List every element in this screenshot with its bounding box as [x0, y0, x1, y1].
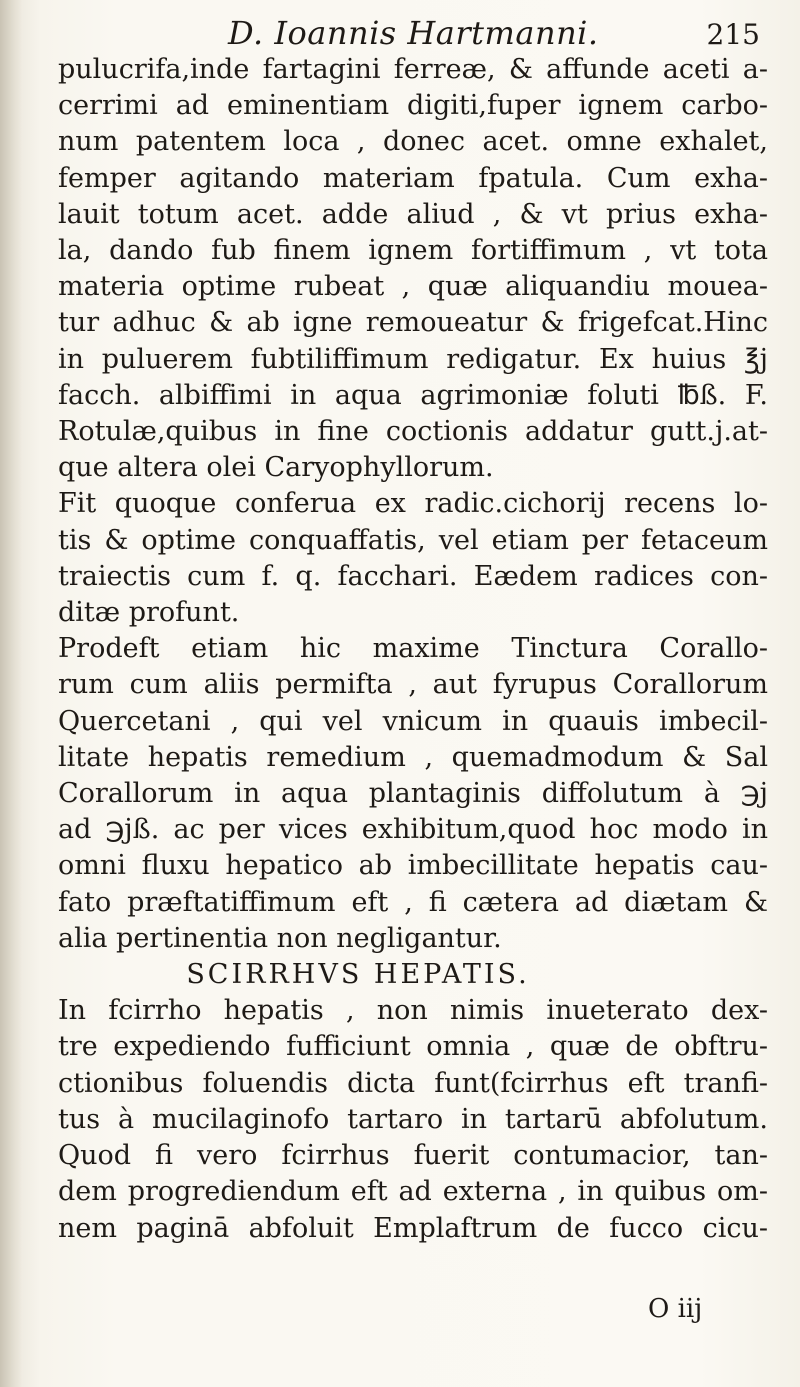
text-line: pulucrifa,inde fartagini ferreæ, & affunde aceti a-: [58, 54, 768, 85]
text-line: tus à mucilaginofo tartaro in tartarū abfolutum.: [58, 1103, 768, 1135]
text-line: tre expediendo fufficiunt omnia , quæ de obftru-: [58, 1031, 768, 1063]
page-header: [200, 14, 760, 54]
text-line: Prodeft etiam hic maxime Tinctura Corallo-: [58, 633, 768, 665]
text-line: ad ℈jß. ac per vices exhibitum,quod hoc modo in: [58, 814, 768, 846]
text-line: Rotulæ,quibus in fine coctionis addatur gutt.j.at-: [58, 416, 768, 448]
text-line: traiectis cum f. q. facchari. Eædem radices con-: [58, 560, 768, 592]
text-line: Quod fi vero fcirrhus fuerit contumacior, tan-: [58, 1140, 768, 1172]
page-gutter-shadow: [0, 0, 22, 1387]
text-line: ditæ profunt.: [58, 597, 240, 629]
text-line: materia optime rubeat , quæ aliquandiu mouea-: [58, 271, 768, 303]
text-line: In fcirrho hepatis , non nimis inueterato dex-: [58, 995, 768, 1027]
text-line: Fit quoque conferua ex radic.cichorij recens lo-: [58, 488, 768, 520]
signature-mark: O iij: [648, 1294, 703, 1324]
text-line: nem paginā abfoluit Emplaftrum de fucco cicu-: [58, 1212, 768, 1244]
text-line: alia pertinentia non negligantur.: [58, 922, 502, 954]
text-line: fato præftatiffimum eft , fi cætera ad diætam &: [58, 886, 768, 918]
text-line: omni fluxu hepatico ab imbecillitate hepatis cau-: [58, 850, 768, 882]
text-line: Quercetani , qui vel vnicum in quauis imbecil-: [58, 705, 768, 737]
text-line: tis & optime conquaffatis, vel etiam per fetaceum: [58, 524, 768, 556]
text-line: num patentem loca , donec acet. omne exhalet,: [58, 126, 768, 158]
text-line: Corallorum in aqua plantaginis diffolutum à ℈j: [58, 778, 768, 810]
text-line: dem progrediendum eft ad externa , in quibus om-: [58, 1176, 768, 1208]
running-title: D. Ioannis Hartmanni.: [228, 14, 599, 52]
page-footer: [0, 1294, 800, 1334]
text-line: ctionibus foluendis dicta funt(fcirrhus eft tranfi-: [58, 1067, 768, 1099]
text-line: cerrimi ad eminentiam digiti,fuper ignem carbo-: [58, 90, 768, 122]
text-line: rum cum aliis permifta , aut fyrupus Corallorum: [58, 669, 768, 701]
section-heading: SCIRRHVS HEPATIS.: [186, 959, 530, 991]
text-line: femper agitando materiam fpatula. Cum exha-: [58, 162, 768, 194]
text-line: lauit totum acet. adde aliud , & vt prius exha-: [58, 198, 768, 230]
page-number: 215: [706, 18, 760, 51]
text-line: in puluerem fubtiliffimum redigatur. Ex huius ℥j: [58, 343, 768, 375]
text-line: la, dando fub finem ignem fortiffimum , vt tota: [58, 235, 768, 267]
body-text: [58, 52, 768, 1247]
text-line: litate hepatis remedium , quemadmodum & Sal: [58, 741, 768, 773]
text-line: facch. albiffimi in aqua agrimoniæ foluti ℔ß. F.: [58, 379, 768, 411]
text-line: que altera olei Caryophyllorum.: [58, 452, 494, 484]
text-line: tur adhuc & ab igne remoueatur & frigefcat.Hinc: [58, 307, 768, 339]
